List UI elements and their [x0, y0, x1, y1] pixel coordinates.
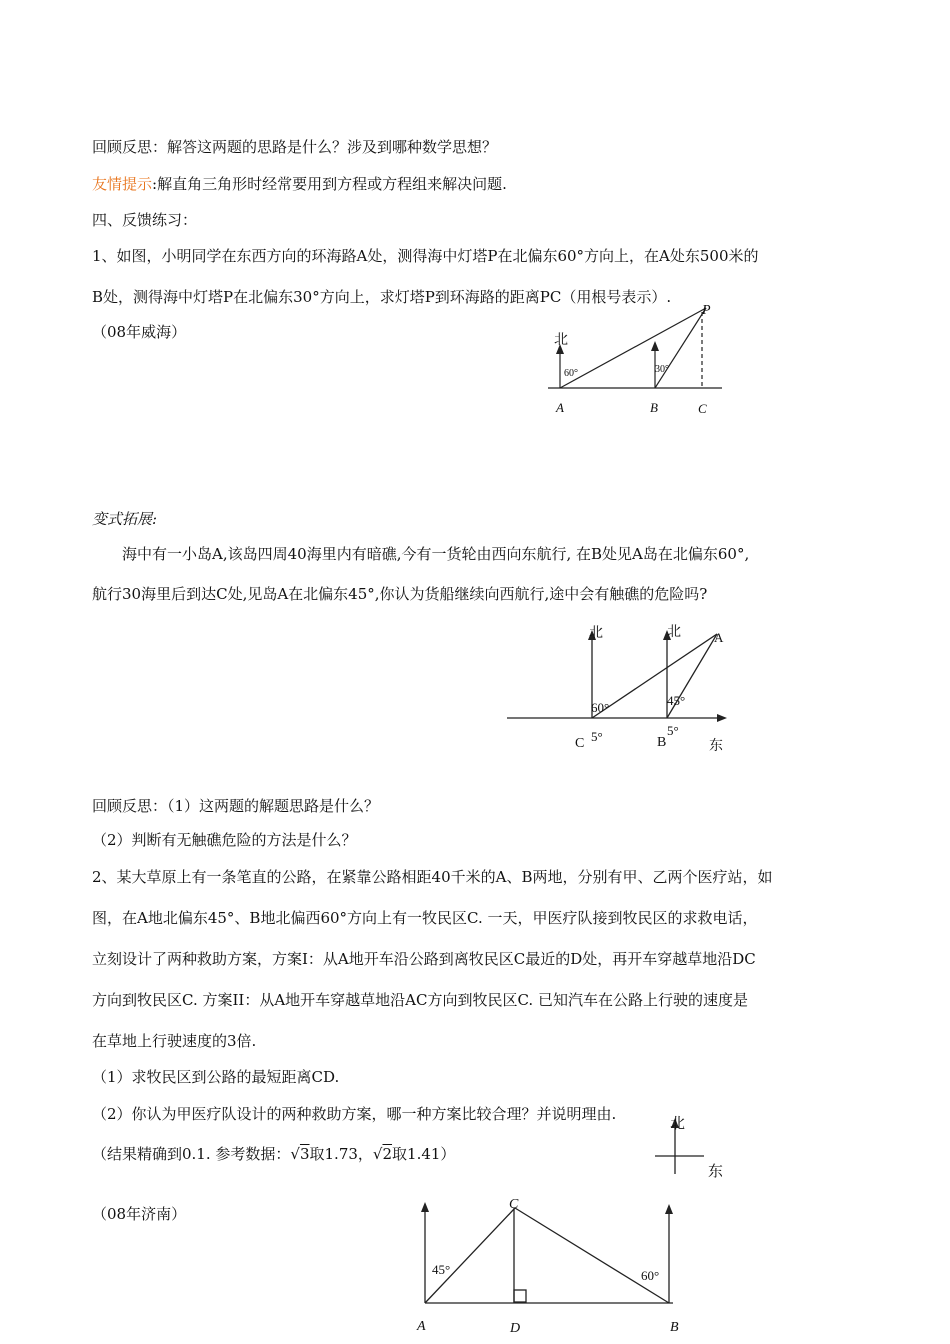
- figure-lighthouse: [540, 300, 740, 425]
- q2-line-1: 2、某大草原上有一条笔直的公路，在紧靠公路相距40千米的A、B两地，分别有甲、乙两个医疗站，如: [92, 868, 773, 886]
- q2-note: [92, 1143, 455, 1164]
- east-label: 东: [709, 739, 723, 754]
- sqrt-icon: √: [372, 1145, 383, 1163]
- q2-line-5: 在草地上行驶速度的3倍.: [92, 1032, 257, 1050]
- north-label: 北: [554, 333, 568, 348]
- angle-45-label: 45°: [432, 1262, 451, 1277]
- reflect2-line-2: （2）判断有无触礁危险的方法是什么？: [92, 831, 357, 849]
- tip-line: [92, 173, 507, 194]
- variant-line-1: 海中有一小岛A,该岛四周40海里内有暗礁,今有一货轮由西向东航行, 在B处见A岛在北偏东60°,: [122, 545, 750, 563]
- point-a-label: A: [714, 630, 724, 645]
- point-b-label: B: [670, 1320, 679, 1335]
- sqrt-icon: √: [290, 1145, 300, 1163]
- tip-label: 友情提示: [92, 175, 153, 193]
- q2-source: （08年济南）: [92, 1205, 187, 1223]
- point-c-label: C: [575, 736, 585, 751]
- right-angle-mark: [514, 1290, 526, 1302]
- fragment-5-right: 5°: [667, 723, 679, 738]
- compass: [650, 1112, 730, 1182]
- q2-sub-2: （2）你认为甲医疗队设计的两种救助方案，哪一种方案比较合理？并说明理由.: [92, 1105, 617, 1123]
- angle-60-label: 60°: [591, 700, 610, 715]
- q1-line-2: B处，测得海中灯塔P在北偏东30°方向上，求灯塔P到环海路的距离PC（用根号表示）.: [92, 288, 672, 306]
- q2-note-a: （结果精确到0.1. 参考数据：: [92, 1145, 291, 1163]
- compass-north-label: 北: [670, 1116, 686, 1132]
- north-label-c: 北: [589, 626, 603, 641]
- angle-60-label: 60°: [641, 1268, 660, 1283]
- point-c-label: C: [698, 401, 707, 416]
- point-d-label: D: [510, 1321, 521, 1336]
- point-p-label: P: [702, 303, 711, 318]
- reflect2-line-1: 回顾反思：（1）这两题的解题思路是什么？: [92, 797, 380, 815]
- q2-note-c: 取1.41）: [392, 1145, 456, 1163]
- variant-title: 变式拓展:: [92, 510, 158, 528]
- figure-island: [505, 618, 735, 758]
- tip-text: :解直角三角形时经常要用到方程或方程组来解决问题.: [152, 175, 507, 193]
- q1-line-1: 1、如图，小明同学在东西方向的环海路A处，测得海中灯塔P在北偏东60°方向上，在A处东500米的: [92, 247, 759, 265]
- reflect-line-1: 回顾反思：解答这两题的思路是什么？涉及到哪种数学思想？: [92, 138, 498, 156]
- arrowhead-b: [651, 341, 659, 351]
- line-bp: [655, 308, 706, 388]
- q1-source: （08年威海）: [92, 323, 187, 341]
- q2-line-2: 图，在A地北偏东45°、B地北偏西60°方向上有一牧民区C. 一天，甲医疗队接到牧民区的求救电话，: [92, 909, 758, 927]
- figure-clinic: [405, 1192, 695, 1342]
- section-heading: 四、反馈练习：: [92, 211, 198, 229]
- sqrt2-value: 2: [382, 1145, 393, 1163]
- sqrt3-value: 3: [299, 1145, 310, 1163]
- angle-a-label: 60°: [564, 368, 578, 379]
- line-ac: [425, 1208, 515, 1303]
- line-ap: [560, 308, 706, 388]
- north-label-b: 北: [667, 625, 681, 640]
- q2-sub-1: （1）求牧民区到公路的最短距离CD.: [92, 1068, 340, 1086]
- point-c-label: C: [509, 1197, 519, 1212]
- arrowhead-east: [717, 714, 727, 722]
- compass-east-label: 东: [708, 1164, 724, 1180]
- fragment-5-left: 5°: [591, 729, 603, 744]
- q2-line-3: 立刻设计了两种救助方案，方案I：从A地开车沿公路到离牧民区C最近的D处，再开车穿越草地沿DC: [92, 950, 756, 968]
- angle-b-label: 30°: [655, 364, 669, 375]
- point-a-label: A: [417, 1319, 426, 1334]
- q2-note-b: 取1.73，: [309, 1145, 373, 1163]
- arrowhead-a: [421, 1202, 429, 1212]
- point-b-label: B: [650, 400, 658, 415]
- angle-45-label: 45°: [667, 693, 686, 708]
- point-b-label: B: [657, 735, 667, 750]
- line-cb: [515, 1208, 669, 1303]
- q2-line-4: 方向到牧民区C. 方案II：从A地开车穿越草地沿AC方向到牧民区C. 已知汽车在公路上行驶的速度是: [92, 991, 748, 1009]
- variant-line-2: 航行30海里后到达C处,见岛A在北偏东45°,你认为货船继续向西航行,途中会有触礁的危险吗?: [92, 585, 708, 603]
- line-ca: [592, 634, 717, 718]
- point-a-label: A: [556, 400, 564, 415]
- arrowhead-b: [665, 1204, 673, 1214]
